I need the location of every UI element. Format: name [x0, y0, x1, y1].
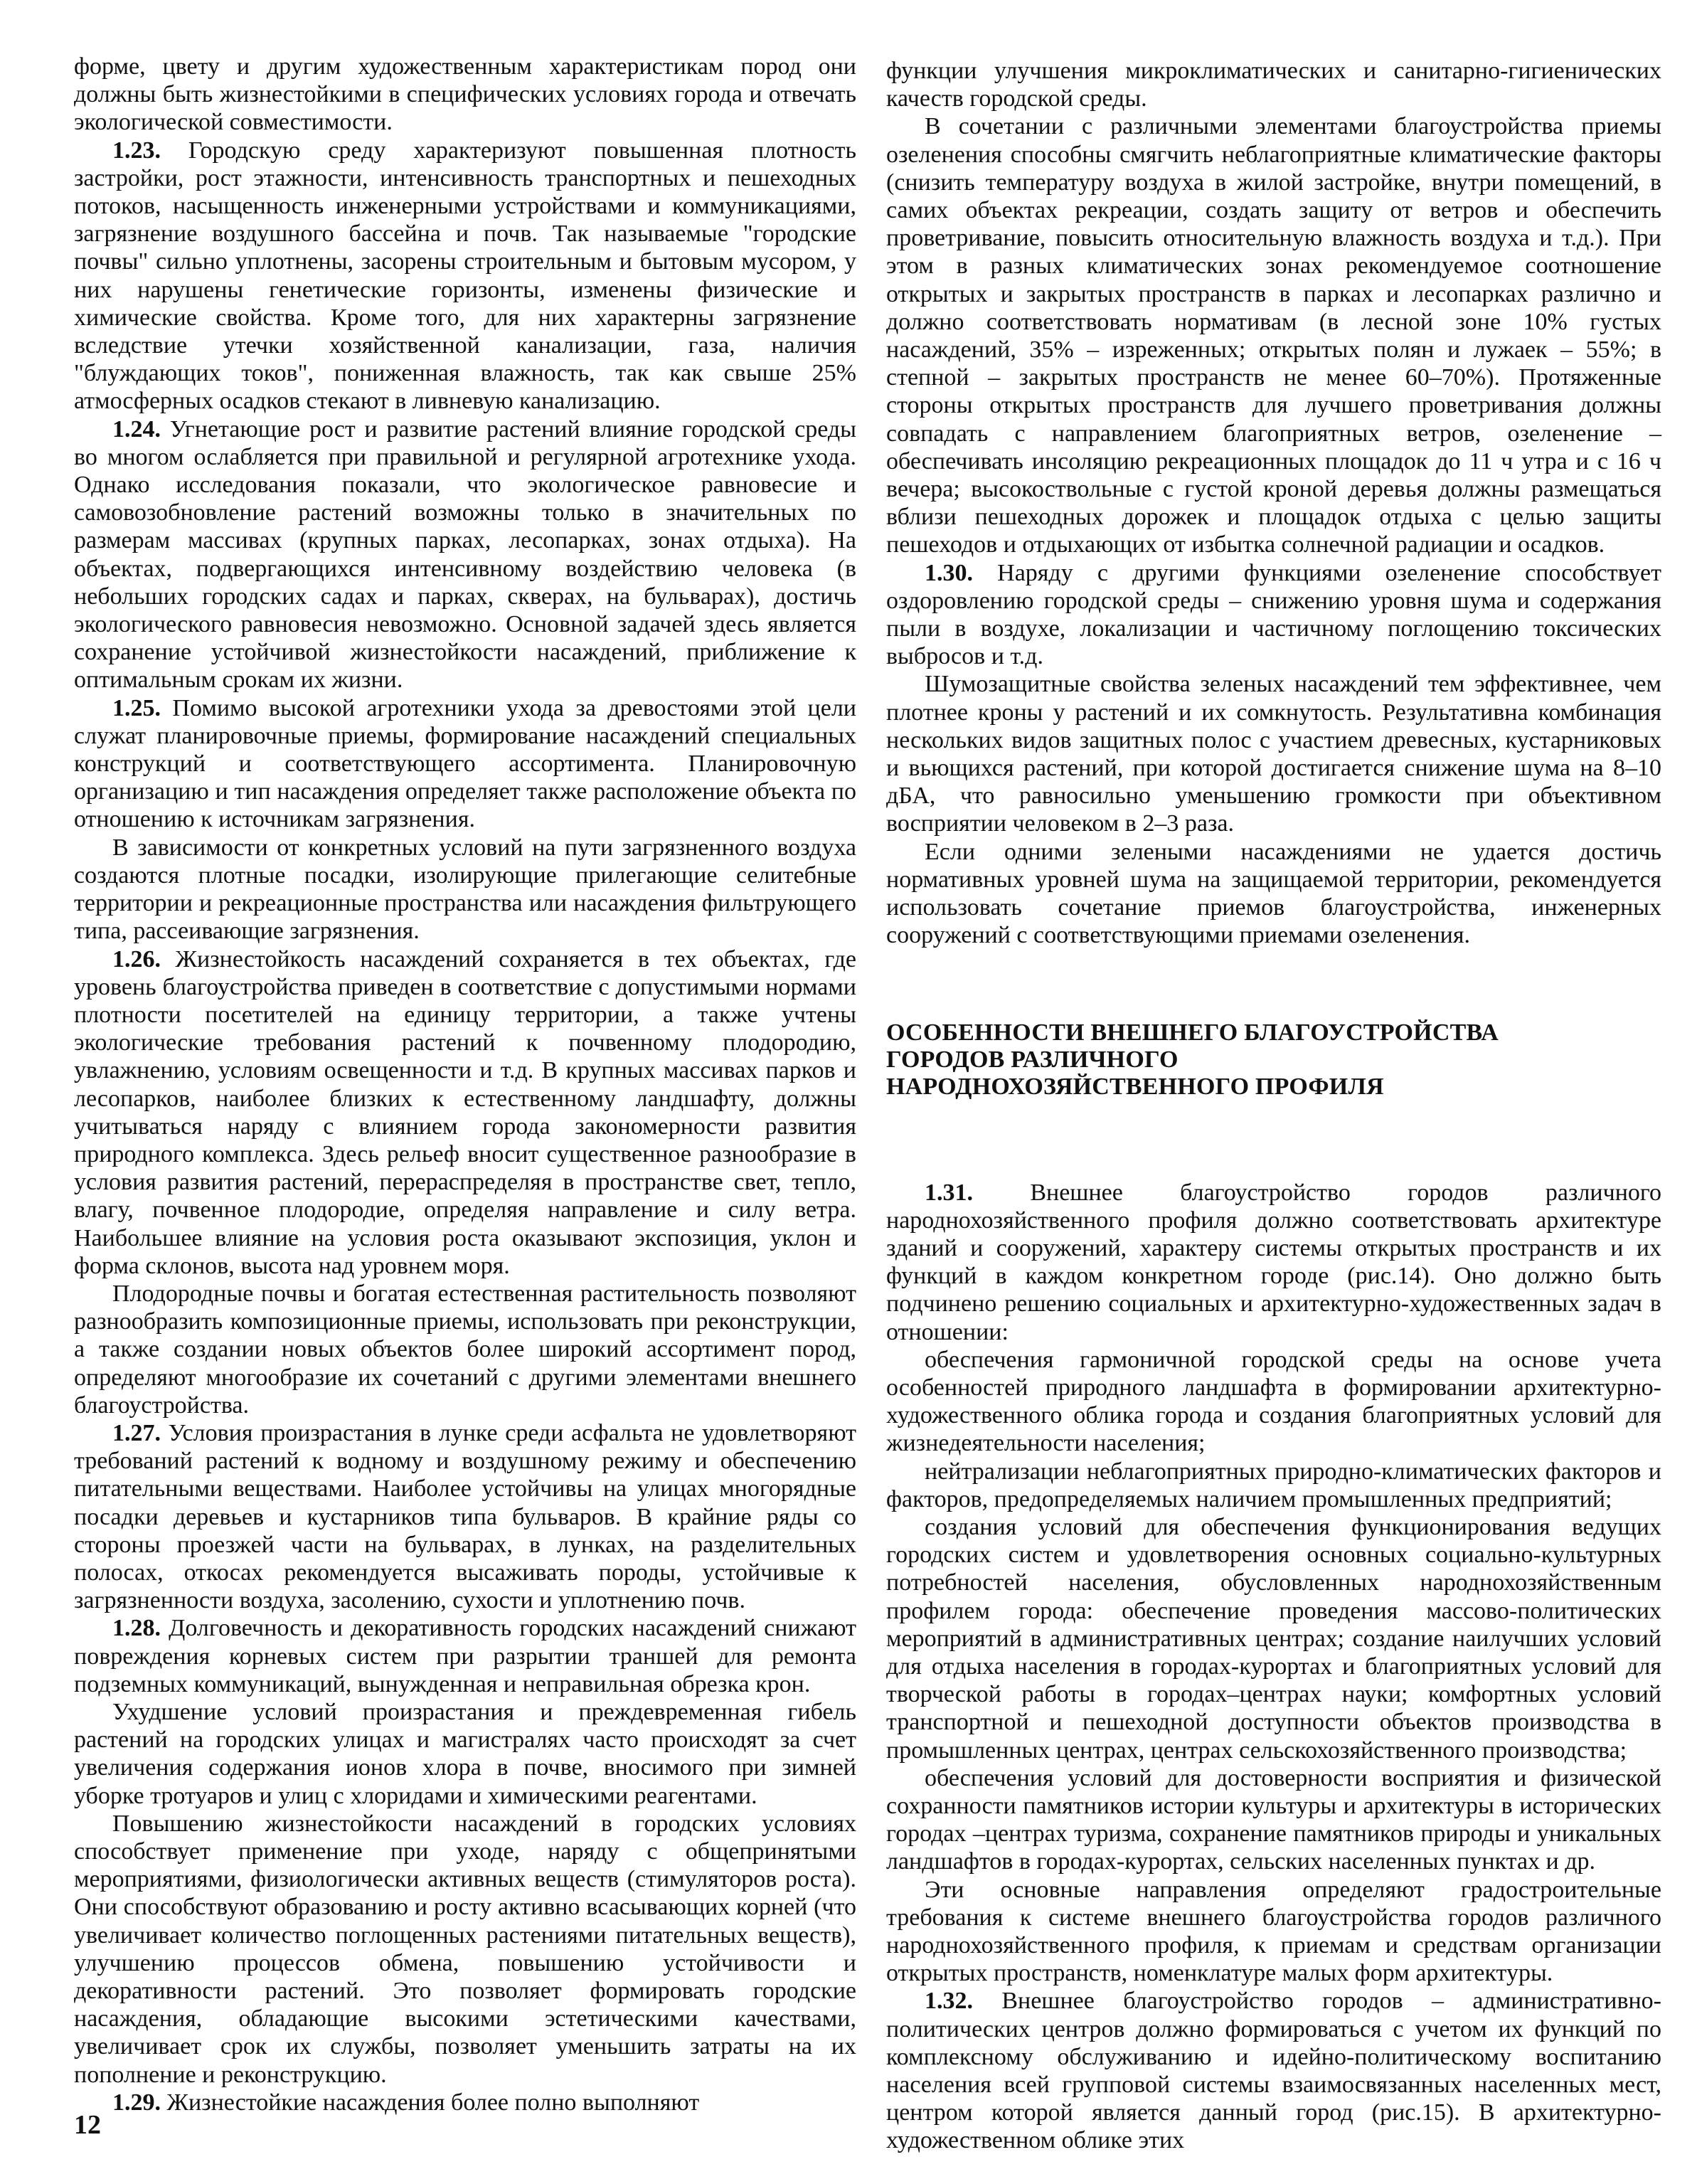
paragraph: Если одними зелеными насаждениями не удается достичь нормативных уровней шума на защищаемой территории, рекомендуется использовать сочетание приемов благоустройства, инженерных сооружений с соответствующими приемами озеленения.: [886, 838, 1661, 949]
paragraph-text: Жизнестойкие насаждения более полно выполняют: [166, 2089, 700, 2116]
paragraph-1-26: [74, 945, 856, 1280]
section-number: 1.31.: [925, 1179, 973, 1206]
section-number: 1.24.: [112, 415, 161, 442]
section-number: 1.30.: [925, 559, 973, 586]
paragraph-1-23: [74, 137, 856, 415]
paragraph-text: Долговечность и декоративность городских насаждений снижают повреждения корневых систем при разрытии траншей для ремонта подземных коммуникаций, вынужденная и неправильная обрезка крон.: [74, 1615, 856, 1697]
list-item: создания условий для обеспечения функционирования ведущих городских систем и удовлетворения основных социально-культурных потребностей населения, обусловленных народнохозяйственным профилем города: обеспечение проведения массово-политических мероприятий в административных центрах; создание наилучших условий для отдыха населения в городах-курортах и благоприятных условий для творческой работы в городах–центрах науки; комфортных условий транспортной и пешеходной доступности объектов производства в промышленных центрах, центрах сельскохозяйственного производства;: [886, 1513, 1661, 1764]
section-number: 1.28.: [112, 1615, 161, 1642]
paragraph-continuation: форме, цвету и другим художественным характеристикам пород они должны быть жизнестойкими в специфических условиях города и отвечать экологической совместимости.: [74, 53, 856, 136]
paragraph-text: Условия произрастания в лунке среди асфальта не удовлетворяют требований растений к водному и воздушному режиму и обеспечению питательными веществами. Наиболее устойчивы на улицах многорядные посадки деревьев и кустарников типа бульваров. В крайние ряды со стороны проезжей части на бульварах, в лунках, на разделительных полосах, откосах рекомендуется высаживать породы, устойчивые к загрязненности воздуха, засолению, сухости и уплотнению почв.: [74, 1419, 856, 1614]
section-number: 1.25.: [112, 694, 161, 721]
section-number: 1.29.: [112, 2089, 161, 2116]
list-item: нейтрализации неблагоприятных природно-климатических факторов и факторов, предопределяемых наличием промышленных предприятий;: [886, 1458, 1661, 1512]
paragraph-text: Наряду с другими функциями озеленение способствует оздоровлению городской среды – снижению уровня шума и содержания пыли в воздухе, локализации и частичному поглощению токсических выбросов и т.д.: [886, 559, 1662, 670]
paragraph-text: Помимо высокой агротехники ухода за древостоями этой цели служат планировочные приемы, формирование насаждений специальных конструкций и соответствующего ассортимента. Планировочную организацию и тип насаждения определяет также расположение объекта по отношению к источникам загрязнения.: [74, 694, 856, 833]
paragraph: Шумозащитные свойства зеленых насаждений тем эффективнее, чем плотнее кроны у растений и их сомкнутость. Результативна комбинация нескольких видов защитных полос с участием древесных, кустарниковых и вьющихся растений, при которой достигается снижение шума на 8–10 дБА, что равносильно уменьшению громкости при объективном восприятии человеком в 2–3 раза.: [886, 671, 1661, 837]
left-column: [74, 53, 856, 2116]
paragraph-1-30: [886, 559, 1661, 671]
section-number: 1.23.: [112, 137, 161, 164]
paragraph-1-27: [74, 1419, 856, 1614]
section-heading: [886, 1019, 1661, 1101]
list-item: обеспечения гармоничной городской среды на основе учета особенностей природного ландшафта в формировании архитектурно-художественного облика города и создания благоприятных условий для жизнедеятельности населения;: [886, 1346, 1661, 1457]
paragraph-1-24: [74, 415, 856, 694]
section-heading-line: ОСОБЕННОСТИ ВНЕШНЕГО БЛАГОУСТРОЙСТВА: [886, 1019, 1499, 1046]
paragraph-1-25: [74, 694, 856, 834]
paragraph-text: Угнетающие рост и развитие растений влияние городской среды во многом ослабляется при правильной и регулярной агротехнике ухода. Однако исследования показали, что экологическое равновесие и самовозобновление растений возможны только в значительных по размерам массивах (крупных парках, лесопарках, зонах отдыха). На объектах, подвергающихся интенсивному воздействию человека (в небольших городских садах и парках, скверах, на бульварах), достичь экологического равновесия невозможно. Основной задачей здесь является сохранение устойчивой жизнестойкости насаждений, приближение к оптимальным срокам их жизни.: [74, 415, 856, 694]
section-number: 1.27.: [112, 1419, 161, 1446]
paragraph-1-32: [886, 1987, 1661, 2154]
paragraph-1-29: [74, 2089, 856, 2116]
section-number: 1.32.: [925, 1988, 973, 2015]
list-item: обеспечения условий для достоверности восприятия и физической сохранности памятников истории культуры и архитектуры в исторических городах –центрах туризма, сохранение памятников природы и уникальных ландшафтов в городах-курортах, сельских населенных пунктах и др.: [886, 1764, 1661, 1875]
paragraph-1-28: [74, 1614, 856, 1698]
right-column: [886, 57, 1661, 2155]
paragraph-text: Внешнее благоустройство городов различного народнохозяйственного профиля должно соответствовать архитектуре зданий и сооружений, характеру системы открытых пространств и их функций в каждом конкретном городе (рис.14). Оно должно быть подчинено решению социальных и архитектурно-художественных задач в отношении:: [886, 1179, 1662, 1345]
paragraph-text: Городскую среду характеризуют повышенная плотность застройки, рост этажности, интенсивность транспортных и пешеходных потоков, насыщенность инженерными устройствами и коммуникациями, загрязнение воздушного бассейна и почв. Так называемые "городские почвы" сильно уплотнены, засорены строительным и бытовым мусором, у них нарушены генетические горизонты, изменены физические и химические свойства. Кроме того, для них характерны загрязнение вследствие утечки хозяйственной канализации, газа, наличия "блуждающих токов", пониженная влажность, так как свыше 25% атмосферных осадков стекают в ливневую канализацию.: [74, 137, 857, 415]
section-number: 1.26.: [112, 945, 161, 972]
paragraph: В сочетании с различными элементами благоустройства приемы озеленения способны смягчить неблагоприятные климатические факторы (снизить температуру воздуха в жилой застройке, внутри помещений, в самих объектах рекреации, создать защиту от ветров и обеспечить проветривание, повысить относительную влажность воздуха и т.д.). При этом в разных климатических зонах рекомендуемое соотношение открытых и закрытых пространств в парках и лесопарках различно и должно соответствовать нормативам (в лесной зоне 10% густых насаждений, 35% – изреженных; открытых полян и лужаек – 55%; в степной – закрытых пространств не менее 60–70%). Протяженные стороны открытых пространств для лучшего проветривания должны совпадать с направлением благоприятных ветров, озеленение – обеспечивать инсоляцию рекреационных площадок до 11 ч утра и с 16 ч вечера; высокоствольные с густой кроной деревья должны размещаться вблизи пешеходных дорожек и площадок отдыха с целью защиты пешеходов и отдыхающих от избытка солнечной радиации и осадков.: [886, 113, 1661, 558]
paragraph-continuation: функции улучшения микроклиматических и санитарно-гигиенических качеств городской среды.: [886, 58, 1661, 112]
paragraph: Повышению жизнестойкости насаждений в городских условиях способствует применение при уходе, наряду с общепринятыми мероприятиями, физиологически активных веществ (стимуляторов роста). Они способствуют образованию и росту активно всасывающих корней (что увеличивает количество поглощенных растениями питательных веществ), улучшению процессов обмена, повышению устойчивости и декоративности растений. Это позволяет формировать городские насаждения, обладающие высокими эстетическими качествами, увеличивает срок их службы, позволяет уменьшить затраты на их пополнение и реконструкцию.: [74, 1810, 856, 2088]
section-heading-line: НАРОДНОХОЗЯЙСТВЕННОГО ПРОФИЛЯ: [886, 1073, 1384, 1100]
paragraph: Эти основные направления определяют градостроительные требования к системе внешнего благоустройства городов различного народнохозяйственного профиля, к приемам и средствам организации открытых пространств, номенклатуре малых форм архитектуры.: [886, 1876, 1661, 1987]
paragraph: Ухудшение условий произрастания и преждевременная гибель растений на городских улицах и магистралях часто происходят за счет увеличения содержания ионов хлора в почве, вносимого при зимней уборке тротуаров и улиц с хлоридами и химическими реагентами.: [74, 1698, 856, 1809]
paragraph: Плодородные почвы и богатая естественная растительность позволяют разнообразить композиционные приемы, использовать при реконструкции, а также создании новых объектов более широкий ассортимент пород, определяют многообразие их сочетаний с другими элементами внешнего благоустройства.: [74, 1280, 856, 1419]
paragraph-text: Жизнестойкость насаждений сохраняется в тех объектах, где уровень благоустройства приведен в соответствие с допустимыми нормами плотности посетителей на единицу территории, а также учтены экологические требования растений к почвенному плодородию, увлажнению, условиям освещенности и т.д. В крупных массивах парков и лесопарков, наиболее близких к естественному ландшафту, должны учитываться наряду с влиянием города закономерности развития природного комплекса. Здесь рельеф вносит существенное разнообразие в условия развития растений, перераспределяя в пространстве свет, тепло, влагу, почвенное плодородие, определяя направление и силу ветра. Наибольшее влияние на условия роста оказывают экспозиция, уклон и форма склонов, высота над уровнем моря.: [74, 945, 856, 1279]
paragraph-1-31: [886, 1179, 1661, 1346]
page-number: 12: [74, 2110, 101, 2140]
paragraph: В зависимости от конкретных условий на пути загрязненного воздуха создаются плотные посадки, изолирующие прилегающие селитебные территории и рекреационные пространства или насаждения фильтрующего типа, рассеивающие загрязнения.: [74, 834, 856, 945]
paragraph-text: Внешнее благоустройство городов – административно-политических центров должно формироваться с учетом их функций по комплексному обслуживанию и идейно-политическому воспитанию населения всей групповой системы взаимосвязанных населенных мест, центром которой является данный город (рис.15). В архитектурно-художественном облике этих: [886, 1988, 1662, 2154]
section-heading-line: ГОРОДОВ РАЗЛИЧНОГО: [886, 1046, 1179, 1073]
